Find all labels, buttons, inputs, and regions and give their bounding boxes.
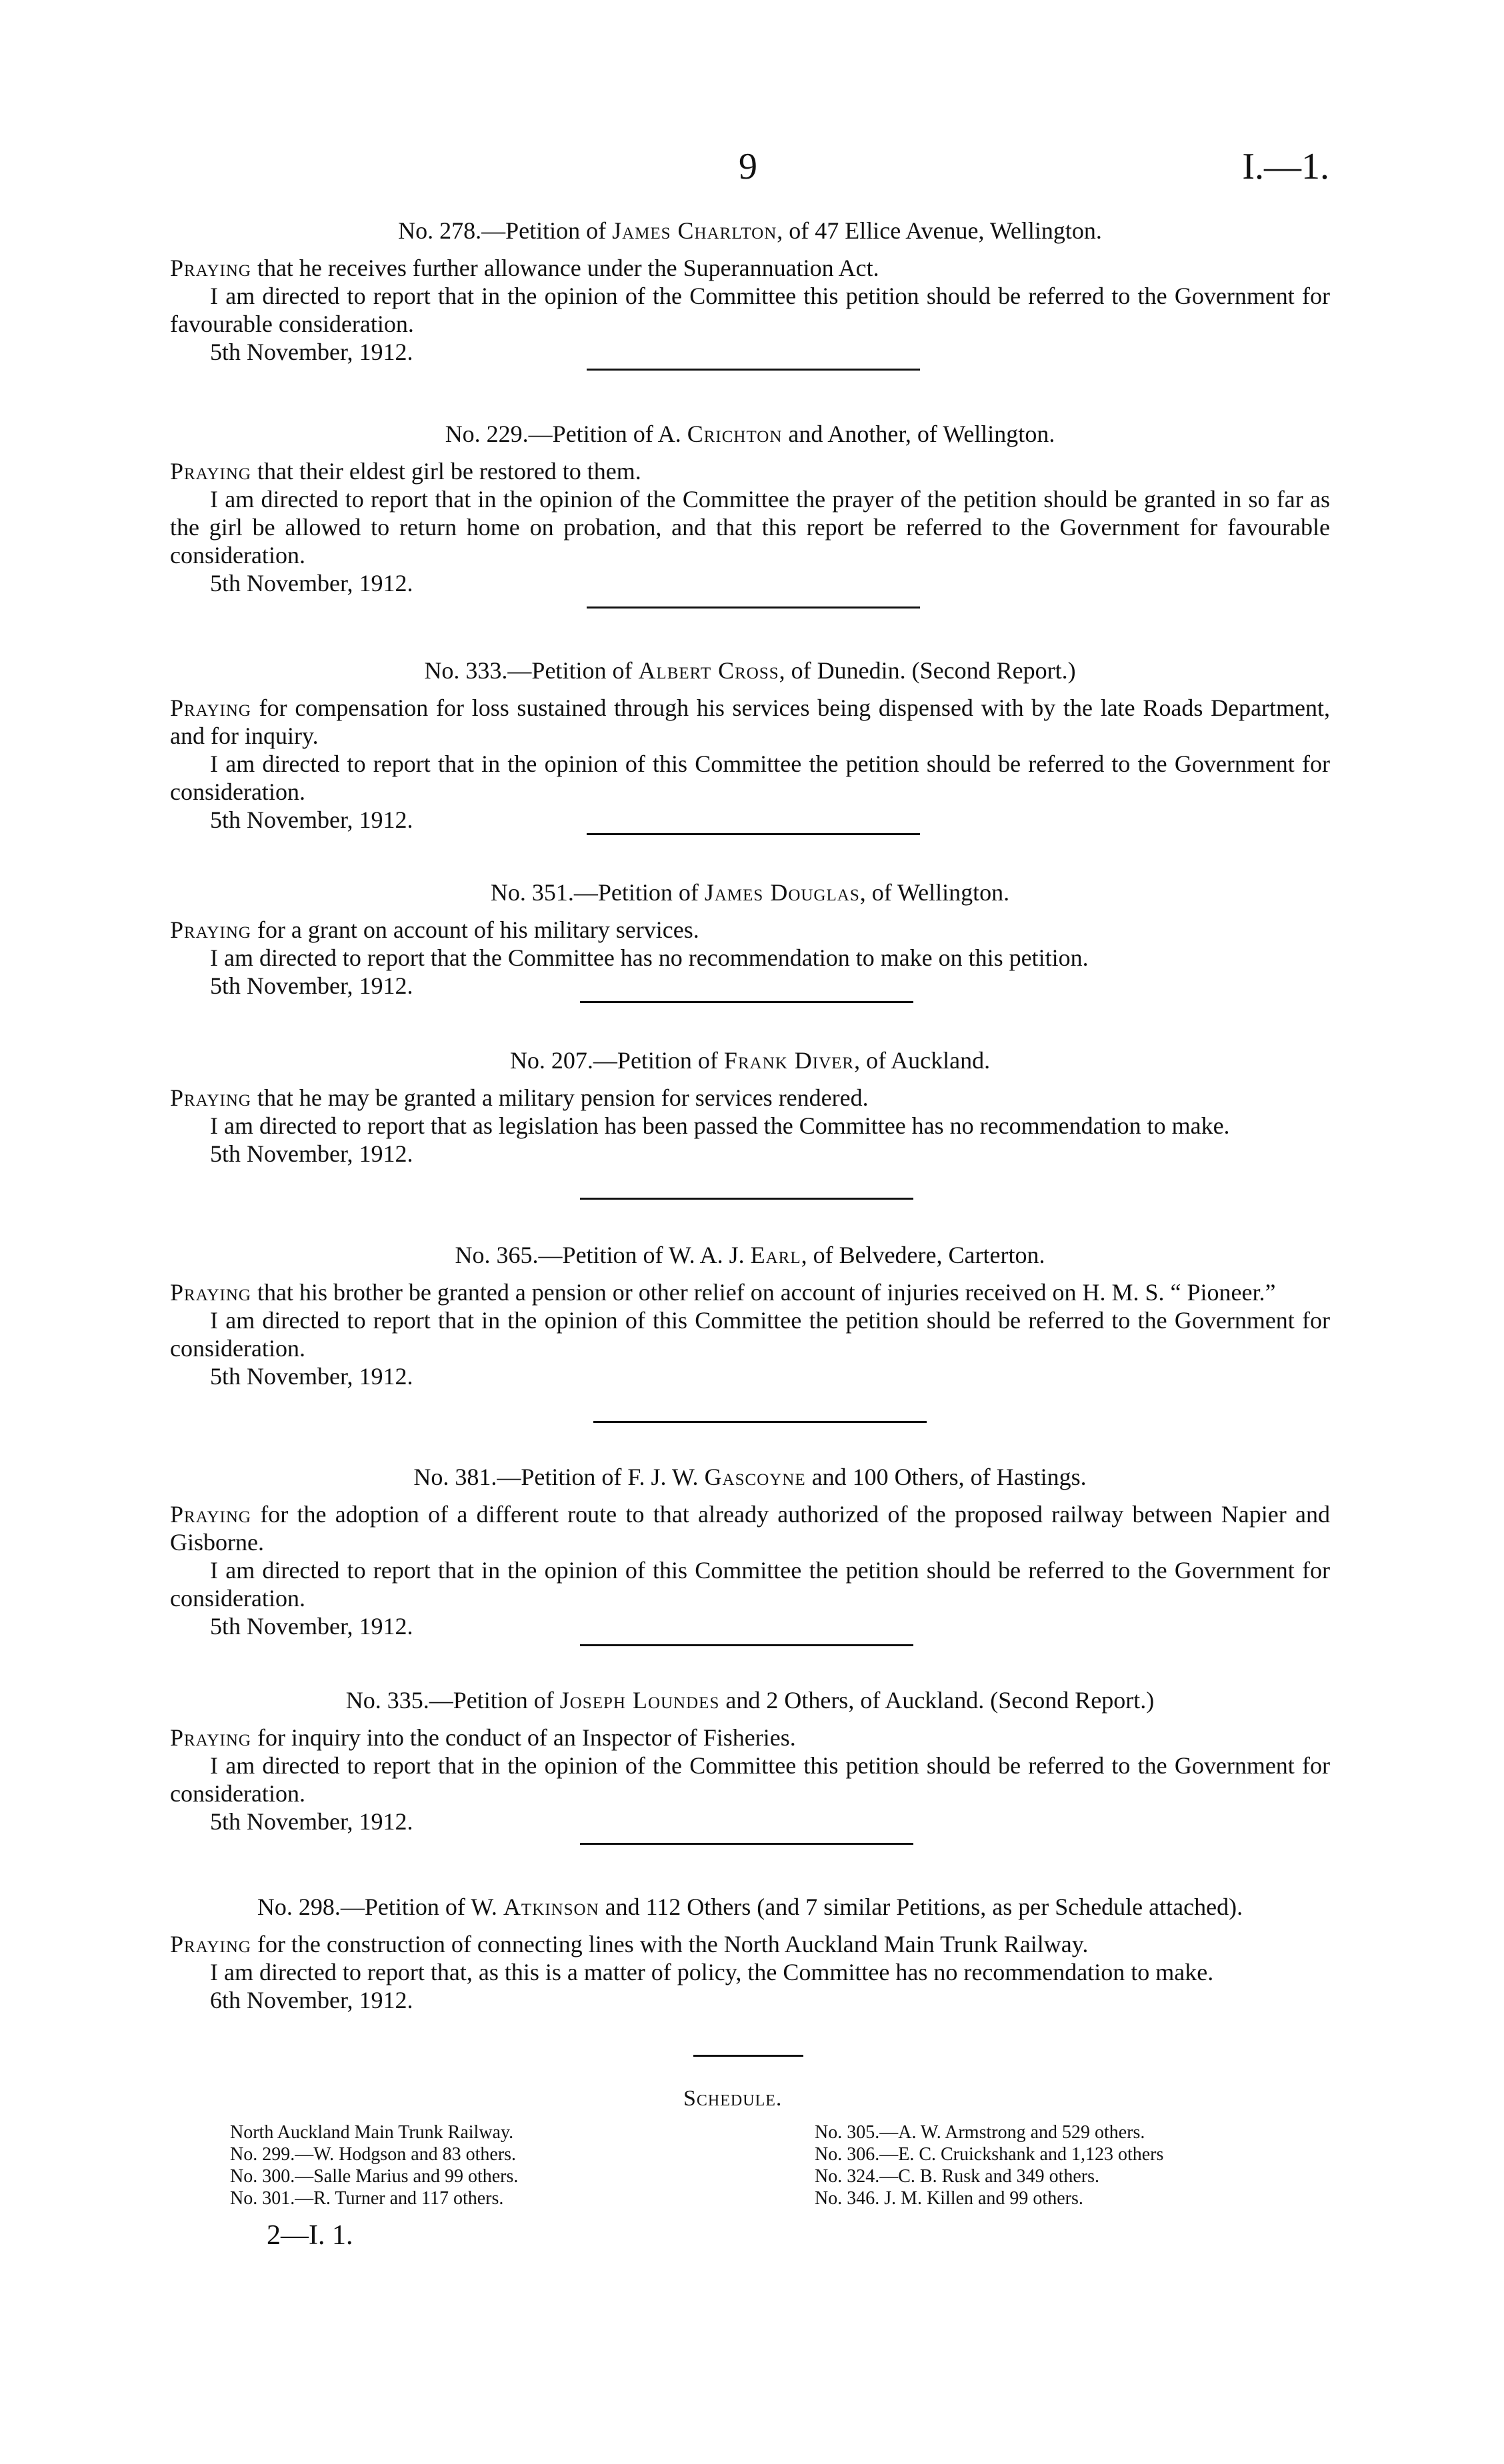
petition-date: 5th November, 1912. xyxy=(210,806,413,833)
petition-praying: Praying that he receives further allowance under the Superannuation Act. xyxy=(170,255,879,281)
petition-title: No. 381.—Petition of F. J. W. Gascoyne and 100 Others, of Hastings. xyxy=(413,1464,1087,1490)
petition-date: 5th November, 1912. xyxy=(210,972,413,999)
petition-title: No. 229.—Petition of A. Crichton and Another, of Wellington. xyxy=(445,421,1055,447)
petition-praying: Praying for a grant on account of his military services. xyxy=(170,916,699,943)
divider-rule xyxy=(587,369,920,371)
divider-rule xyxy=(593,1421,927,1423)
petition-title: No. 278.—Petition of James Charlton, of 47 Ellice Avenue, Wellington. xyxy=(398,217,1102,244)
petition-title: No. 365.—Petition of W. A. J. Earl, of Belvedere, Carterton. xyxy=(455,1242,1045,1268)
divider-rule xyxy=(587,607,920,609)
petition-278 xyxy=(170,217,1330,366)
petition-report: I am directed to report that in the opinion of this Committee the petition should be referred to the Government for consideration. xyxy=(170,750,1330,805)
petition-report: I am directed to report that as legislation has been passed the Committee has no recommendation to make. xyxy=(210,1112,1230,1139)
petition-298 xyxy=(170,1893,1330,2014)
petition-report: I am directed to report that, as this is a matter of policy, the Committee has no recommendation to make. xyxy=(210,1959,1214,1985)
petition-date: 5th November, 1912. xyxy=(210,1140,413,1167)
petition-praying: Praying that he may be granted a military pension for services rendered. xyxy=(170,1084,869,1111)
petition-229 xyxy=(170,420,1330,597)
divider-rule xyxy=(587,833,920,835)
petition-365 xyxy=(170,1241,1330,1390)
schedule-right-column xyxy=(815,2121,1163,2209)
schedule-entry: No. 324.—C. B. Rusk and 349 others. xyxy=(815,2166,1099,2187)
petition-report: I am directed to report that in the opinion of the Committee this petition should be referred to the Government for favourable consideration. xyxy=(170,283,1330,337)
petition-title: No. 335.—Petition of Joseph Loundes and 2 Others, of Auckland. (Second Report.) xyxy=(345,1687,1155,1714)
petition-351 xyxy=(170,878,1330,1000)
petition-praying: Praying for compensation for loss sustained through his services being dispensed with by the late Roads Department, and for inquiry. xyxy=(170,694,1330,749)
schedule-entry: No. 306.—E. C. Cruickshank and 1,123 others xyxy=(815,2144,1164,2165)
divider-rule xyxy=(693,2055,803,2057)
petition-praying: Praying for inquiry into the conduct of an Inspector of Fisheries. xyxy=(170,1724,796,1751)
petition-report: I am directed to report that in the opinion of this Committee the petition should be referred to the Government for consideration. xyxy=(170,1557,1330,1612)
petition-date: 5th November, 1912. xyxy=(210,339,413,365)
petition-381 xyxy=(170,1463,1330,1640)
petition-title: No. 351.—Petition of James Douglas, of Wellington. xyxy=(490,879,1010,906)
petition-praying: Praying for the construction of connecting lines with the North Auckland Main Trunk Railway. xyxy=(170,1931,1089,1957)
petition-date: 5th November, 1912. xyxy=(210,1363,413,1390)
petition-date: 6th November, 1912. xyxy=(210,1987,413,2013)
petition-praying: Praying that their eldest girl be restored to them. xyxy=(170,458,641,485)
petition-praying: Praying that his brother be granted a pension or other relief on account of injuries received on H. M. S. “ Pioneer.” xyxy=(170,1279,1276,1306)
petition-date: 5th November, 1912. xyxy=(210,570,413,597)
divider-rule xyxy=(580,1198,913,1200)
petition-207 xyxy=(170,1046,1330,1168)
petition-title: No. 333.—Petition of Albert Cross, of Dunedin. (Second Report.) xyxy=(424,657,1076,684)
petition-333 xyxy=(170,656,1330,834)
petition-title: No. 298.—Petition of W. Atkinson and 112 Others (and 7 similar Petitions, as per Schedule attached). xyxy=(257,1893,1243,1920)
petition-report: I am directed to report that in the opinion of the Committee the prayer of the petition should be granted in so far as the girl be allowed to return home on probation, and that this report be referred to the Government for favourable consideration. xyxy=(170,486,1330,569)
schedule-entry: No. 300.—Salle Marius and 99 others. xyxy=(230,2166,519,2187)
schedule-entry: North Auckland Main Trunk Railway. xyxy=(230,2122,514,2143)
schedule-entry: No. 301.—R. Turner and 117 others. xyxy=(230,2188,504,2209)
schedule-entry: No. 346. J. M. Killen and 99 others. xyxy=(815,2188,1083,2209)
divider-rule xyxy=(580,1843,913,1845)
petition-title: No. 207.—Petition of Frank Diver, of Auckland. xyxy=(509,1047,991,1074)
petition-date: 5th November, 1912. xyxy=(210,1613,413,1640)
schedule-title: Schedule. xyxy=(683,2086,783,2111)
petition-report: I am directed to report that the Committee has no recommendation to make on this petition. xyxy=(210,944,1089,971)
schedule-entry: No. 299.—W. Hodgson and 83 others. xyxy=(230,2144,517,2165)
page-number: 9 xyxy=(739,146,757,187)
petition-date: 5th November, 1912. xyxy=(210,1808,413,1835)
schedule-left-column xyxy=(230,2121,518,2209)
petition-praying: Praying for the adoption of a different route to that already authorized of the proposed railway between Napier and Gisborne. xyxy=(170,1501,1330,1556)
divider-rule xyxy=(580,1001,913,1003)
schedule-entry: No. 305.—A. W. Armstrong and 529 others. xyxy=(815,2122,1145,2143)
divider-rule xyxy=(580,1644,913,1646)
document-reference: I.—1. xyxy=(1242,146,1329,187)
petition-335 xyxy=(170,1686,1330,1836)
petition-report: I am directed to report that in the opinion of the Committee this petition should be referred to the Government for consideration. xyxy=(170,1752,1330,1807)
footer-reference: 2—I. 1. xyxy=(267,2220,353,2251)
petition-report: I am directed to report that in the opinion of this Committee the petition should be referred to the Government for consideration. xyxy=(170,1307,1330,1362)
